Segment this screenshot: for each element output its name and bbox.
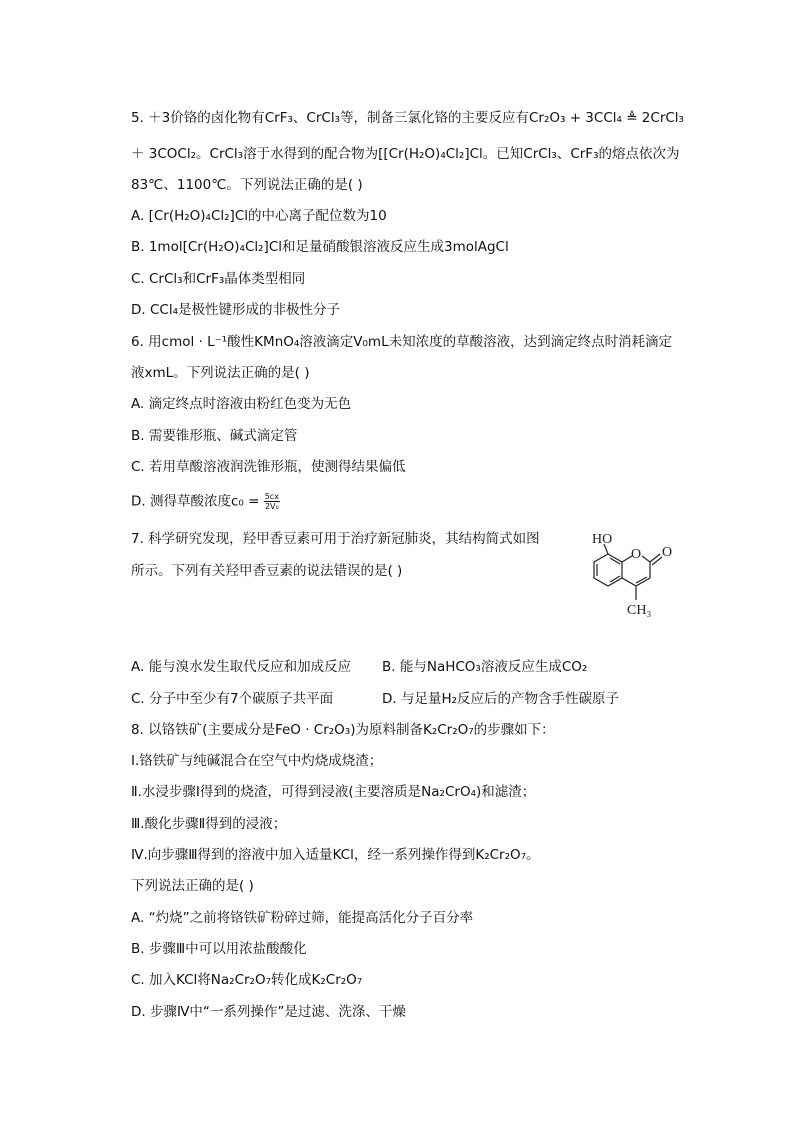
q6-option-d xyxy=(131,492,280,511)
q5-stem-line1: 5. ＋3价铬的卤化物有CrF₃、CrCl₃等，制备三氯化铬的主要反应有Cr₂O₃ + 3CCl₄ ≜ 2CrCl₃ xyxy=(131,110,684,126)
q8-stem-end: 下列说法正确的是( ) xyxy=(131,878,254,894)
q6-fraction-numerator: 5cx xyxy=(264,492,279,501)
q5-option-b: B. 1mol[Cr(H₂O)₄Cl₂]Cl和足量硝酸银溶液反应生成3molAgCl xyxy=(131,239,509,255)
q8-step-4: Ⅳ.向步骤Ⅲ得到的溶液中加入适量KCl，经一系列操作得到K₂Cr₂O₇。 xyxy=(131,847,540,863)
q6-fraction-denominator: 2V₀ xyxy=(264,502,279,511)
q5-stem-line2: ＋ 3COCl₂。CrCl₃溶于水得到的配合物为[[Cr(H₂O)₄Cl₂]Cl。已知CrCl₃、CrF₃的熔点依次为 xyxy=(131,146,680,162)
q8-step-1: Ⅰ.铬铁矿与纯碱混合在空气中灼烧成烧渣； xyxy=(131,753,383,769)
q6-option-c: C. 若用草酸溶液润洗锥形瓶，使测得结果偏低 xyxy=(131,459,406,475)
q7-structure-methyl-label: CH₃ xyxy=(627,603,652,618)
hydroxymethylcoumarin-structure xyxy=(574,526,694,626)
q8-stem-line1: 8. 以铬铁矿(主要成分是FeO · Cr₂O₃)为原料制备K₂Cr₂O₇的步骤如下： xyxy=(131,722,555,738)
q6-option-b: B. 需要锥形瓶、碱式滴定管 xyxy=(131,428,298,444)
q6-stem-line1: 6. 用cmol · L⁻¹酸性KMnO₄溶液滴定V₀mL未知浓度的草酸溶液，达到滴定终点时消耗滴定 xyxy=(131,334,673,350)
q8-option-c: C. 加入KCl将Na₂Cr₂O₇转化成K₂Cr₂O₇ xyxy=(131,972,363,988)
q7-option-a: A. 能与溴水发生取代反应和加成反应 xyxy=(131,659,352,675)
q5-option-a: A. [Cr(H₂O)₄Cl₂]Cl的中心离子配位数为10 xyxy=(131,208,387,224)
q7-stem-line1: 7. 科学研究发现，羟甲香豆素可用于治疗新冠肺炎，其结构简式如图 xyxy=(131,531,540,547)
q5-option-c: C. CrCl₃和CrF₃晶体类型相同 xyxy=(131,271,306,287)
q8-option-d: D. 步骤Ⅳ中“一系列操作”是过滤、洗涤、干燥 xyxy=(131,1004,406,1020)
q7-option-b: B. 能与NaHCO₃溶液反应生成CO₂ xyxy=(382,659,588,675)
q8-step-3: Ⅲ.酸化步骤Ⅱ得到的浸液； xyxy=(131,816,287,832)
q6-option-d-prefix: D. 测得草酸浓度c₀ = xyxy=(131,493,264,510)
q6-fraction xyxy=(264,492,280,511)
q7-structure-ring-o-label: O xyxy=(631,547,642,562)
q7-option-d: D. 与足量H₂反应后的产物含手性碳原子 xyxy=(382,691,620,707)
q5-stem-line3: 83℃、1100℃。下列说法正确的是( ) xyxy=(131,177,363,193)
q6-option-a: A. 滴定终点时溶液由粉红色变为无色 xyxy=(131,396,352,412)
q8-step-2: Ⅱ.水浸步骤Ⅰ得到的烧渣，可得到浸液(主要溶质是Na₂CrO₄)和滤渣； xyxy=(131,784,536,800)
q6-stem-line2: 液xmL。下列说法正确的是( ) xyxy=(131,365,310,381)
q7-stem-line2: 所示。下列有关羟甲香豆素的说法错误的是( ) xyxy=(131,563,403,579)
q8-option-b: B. 步骤Ⅲ中可以用浓盐酸酸化 xyxy=(131,941,307,957)
q7-option-c: C. 分子中至少有7个碳原子共平面 xyxy=(131,691,334,707)
q7-structure-carbonyl-o-label: O xyxy=(662,545,673,560)
q8-option-a: A. “灼烧”之前将铬铁矿粉碎过筛，能提高活化分子百分率 xyxy=(131,910,474,926)
q7-structure-ho-label: HO xyxy=(592,532,613,547)
q5-option-d: D. CCl₄是极性键形成的非极性分子 xyxy=(131,302,340,318)
